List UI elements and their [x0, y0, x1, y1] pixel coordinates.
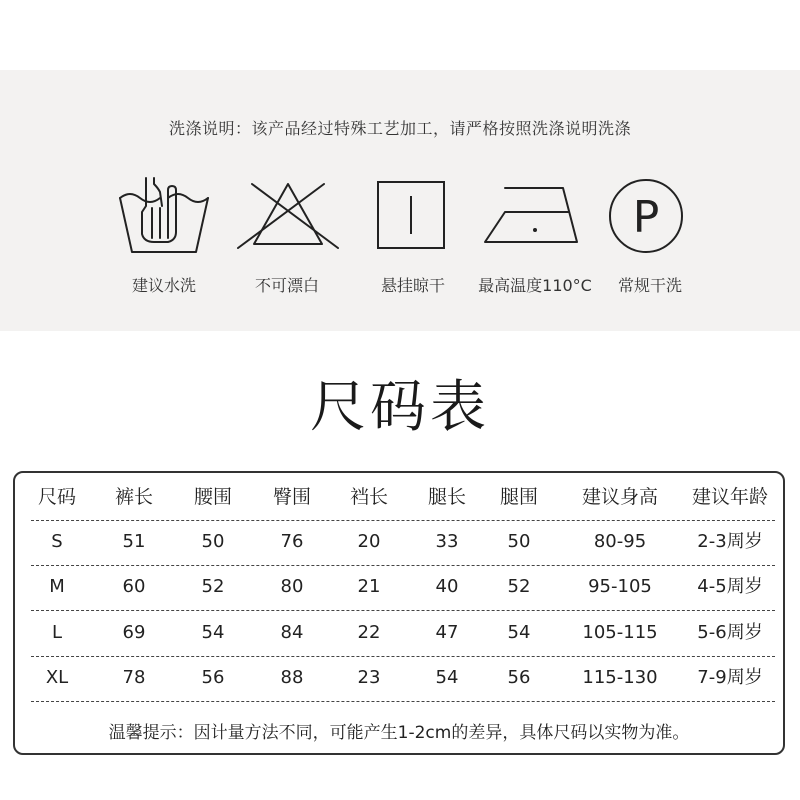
table-header-cell: 尺码	[37, 486, 76, 508]
table-cell: 88	[280, 667, 304, 688]
hang-dry-icon	[376, 176, 448, 252]
care-label-dry-clean: 常规干洗	[617, 276, 682, 295]
table-cell: 95-105	[588, 576, 652, 597]
table-cell-size: M	[49, 576, 65, 597]
table-row	[31, 519, 775, 566]
table-cell: 51	[122, 531, 146, 552]
table-cell: 54	[507, 622, 531, 643]
table-cell: 20	[357, 531, 381, 552]
table-cell: 50	[507, 531, 531, 552]
table-header-cell: 建议年龄	[691, 486, 768, 508]
table-cell: 21	[357, 576, 381, 597]
table-cell: 80	[280, 576, 304, 597]
table-cell: 22	[357, 622, 381, 643]
table-cell: 33	[435, 531, 459, 552]
table-cell: 105-115	[582, 622, 658, 643]
table-cell: 52	[507, 576, 531, 597]
table-cell: 69	[122, 622, 146, 643]
table-cell-size: L	[51, 622, 63, 643]
table-header-row	[31, 474, 775, 521]
care-label-hang-dry: 悬挂晾干	[380, 276, 445, 295]
table-row	[31, 564, 775, 611]
table-cell: 80-95	[593, 531, 647, 552]
table-cell: 7-9周岁	[697, 667, 763, 688]
table-header-cell: 裤长	[114, 486, 153, 508]
care-label-no-bleach: 不可漂白	[254, 276, 319, 295]
care-label-iron-temp: 最高温度110°C	[478, 276, 592, 295]
table-cell: 54	[201, 622, 225, 643]
table-cell: 23	[357, 667, 381, 688]
table-cell: 2-3周岁	[697, 531, 763, 552]
table-cell: 54	[435, 667, 459, 688]
care-label-hand-wash: 建议水洗	[131, 276, 196, 295]
table-cell-size: XL	[45, 667, 69, 688]
table-header-cell: 建议身高	[581, 486, 658, 508]
table-cell: 56	[201, 667, 225, 688]
table-header-cell: 腿长	[427, 486, 466, 508]
page-title: 尺码表	[310, 375, 490, 440]
table-cell: 115-130	[582, 667, 658, 688]
table-cell: 40	[435, 576, 459, 597]
care-note: 洗涤说明：该产品经过特殊工艺加工，请严格按照洗涤说明洗涤	[168, 119, 631, 138]
dry-clean-p-icon	[608, 176, 686, 254]
table-cell-size: S	[51, 531, 63, 552]
iron-low-icon	[483, 176, 581, 252]
table-cell: 47	[435, 622, 459, 643]
table-cell: 4-5周岁	[697, 576, 763, 597]
table-cell: 76	[280, 531, 304, 552]
table-cell: 78	[122, 667, 146, 688]
table-cell: 84	[280, 622, 304, 643]
size-tip: 温馨提示：因计量方法不同，可能产生1-2cm的差异，具体尺码以实物为准。	[108, 723, 690, 743]
table-header-cell: 腰围	[193, 486, 232, 508]
table-row	[31, 655, 775, 702]
table-row	[31, 610, 775, 657]
table-cell: 50	[201, 531, 225, 552]
svg-text:P: P	[632, 192, 660, 243]
hand-wash-icon	[118, 176, 210, 256]
table-cell: 5-6周岁	[697, 622, 763, 643]
no-bleach-icon	[234, 176, 342, 254]
table-cell: 56	[507, 667, 531, 688]
table-header-cell: 裆长	[349, 486, 388, 508]
table-header-cell: 腿围	[499, 486, 538, 508]
table-cell: 60	[122, 576, 146, 597]
table-header-cell: 臀围	[272, 486, 311, 508]
table-cell: 52	[201, 576, 225, 597]
